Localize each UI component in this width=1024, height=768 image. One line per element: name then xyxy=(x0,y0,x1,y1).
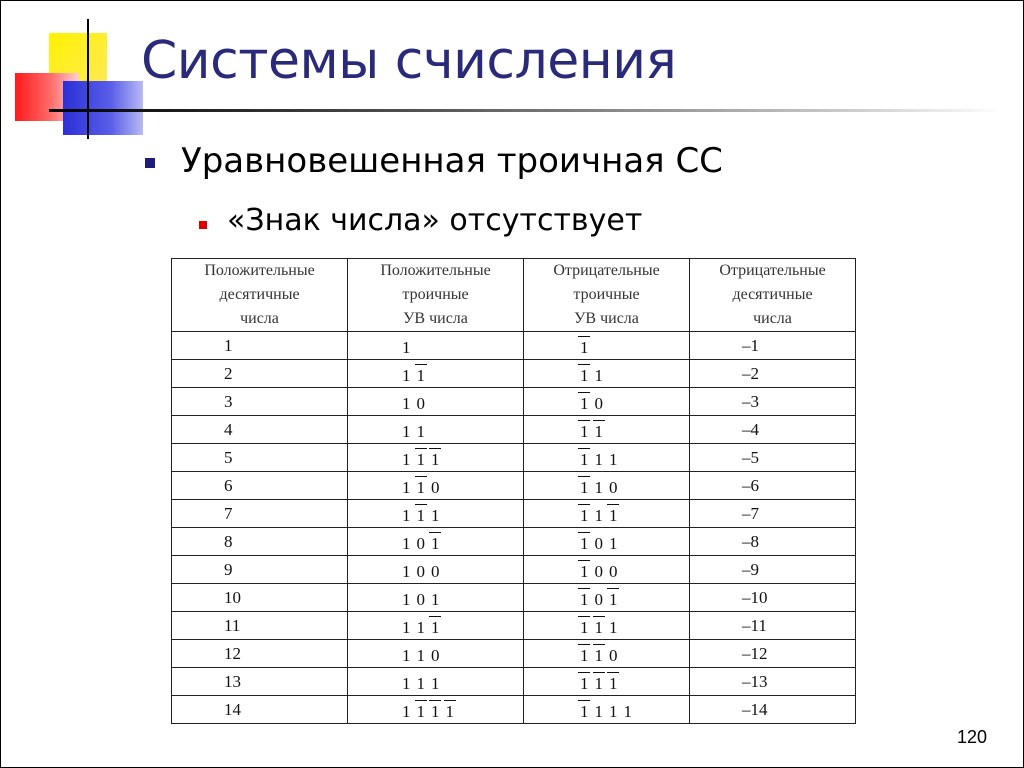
ternary-digit: 0 xyxy=(609,645,618,665)
table-row xyxy=(172,668,856,696)
header-line: троичные xyxy=(573,286,640,303)
ternary-digit: 1 xyxy=(416,617,425,637)
cell-positive-decimal: 6 xyxy=(172,472,348,500)
negative-ternary-digit: 1 xyxy=(580,614,589,638)
cell-negative-decimal: –5 xyxy=(690,444,856,472)
decorative-blue-square xyxy=(63,81,143,135)
ternary-digit: 1 xyxy=(609,449,618,469)
cell-positive-ternary xyxy=(348,668,524,696)
cell-negative-decimal: –2 xyxy=(690,360,856,388)
header-line: Положительные xyxy=(380,262,491,279)
page-title: Системы счисления xyxy=(141,31,677,91)
table-row xyxy=(172,388,856,416)
table-row xyxy=(172,696,856,724)
slide-number: 120 xyxy=(957,727,988,747)
negative-ternary-digit: 1 xyxy=(580,362,589,386)
ternary-digit: 1 xyxy=(402,701,411,721)
negative-ternary-digit: 1 xyxy=(580,334,589,358)
ternary-digit: 0 xyxy=(609,477,618,497)
cell-negative-decimal: –10 xyxy=(690,584,856,612)
ternary-digit: 1 xyxy=(431,673,440,693)
negative-ternary-digit: 1 xyxy=(595,614,604,638)
ternary-digit: 0 xyxy=(416,589,425,609)
balanced-ternary-table xyxy=(171,258,856,724)
ternary-digit: 1 xyxy=(416,673,425,693)
ternary-digit: 0 xyxy=(416,393,425,413)
square-bullet-icon xyxy=(145,158,155,168)
ternary-digit: 1 xyxy=(594,505,603,525)
table-row xyxy=(172,640,856,668)
ternary-digit: 1 xyxy=(402,561,411,581)
ternary-digit: 0 xyxy=(594,393,603,413)
cell-negative-decimal: –12 xyxy=(690,640,856,668)
square-bullet-icon xyxy=(199,221,207,229)
ternary-digit: 0 xyxy=(594,561,603,581)
cell-positive-decimal: 3 xyxy=(172,388,348,416)
ternary-digit: 0 xyxy=(431,477,440,497)
negative-ternary-digit: 1 xyxy=(595,642,604,666)
cell-negative-ternary xyxy=(524,388,690,416)
ternary-digit: 1 xyxy=(623,701,632,721)
ternary-digit: 1 xyxy=(594,449,603,469)
ternary-digit: 0 xyxy=(594,533,603,553)
negative-ternary-digit: 1 xyxy=(580,530,589,554)
cell-positive-ternary xyxy=(348,416,524,444)
ternary-digit: 0 xyxy=(416,561,425,581)
ternary-digit: 1 xyxy=(594,477,603,497)
cell-negative-decimal: –14 xyxy=(690,696,856,724)
ternary-digit: 0 xyxy=(416,533,425,553)
negative-ternary-digit: 1 xyxy=(580,586,589,610)
table-row xyxy=(172,472,856,500)
header-line: десятичные xyxy=(219,286,300,303)
cell-negative-ternary xyxy=(524,696,690,724)
table-row xyxy=(172,416,856,444)
negative-ternary-digit: 1 xyxy=(431,698,440,722)
ternary-digit: 1 xyxy=(431,505,440,525)
cell-positive-decimal: 4 xyxy=(172,416,348,444)
ternary-digit: 1 xyxy=(402,589,411,609)
cell-negative-decimal: –7 xyxy=(690,500,856,528)
negative-ternary-digit: 1 xyxy=(580,698,589,722)
ternary-digit: 1 xyxy=(402,533,411,553)
cell-negative-decimal: –3 xyxy=(690,388,856,416)
header-line: УВ числа xyxy=(574,310,639,327)
table-row xyxy=(172,556,856,584)
cell-positive-decimal: 9 xyxy=(172,556,348,584)
negative-ternary-digit: 1 xyxy=(417,446,426,470)
header-line: Отрицательные xyxy=(719,262,826,279)
cell-negative-ternary xyxy=(524,444,690,472)
cell-positive-decimal: 14 xyxy=(172,696,348,724)
bullet-level-1-text: Уравновешенная троичная СС xyxy=(181,141,723,181)
cell-negative-ternary xyxy=(524,472,690,500)
ternary-digit: 1 xyxy=(402,393,411,413)
cell-negative-decimal: –13 xyxy=(690,668,856,696)
table-body xyxy=(172,332,856,724)
header-line: числа xyxy=(753,310,792,327)
cell-negative-ternary xyxy=(524,584,690,612)
negative-ternary-digit: 1 xyxy=(580,418,589,442)
cell-negative-ternary xyxy=(524,500,690,528)
cell-positive-ternary xyxy=(348,444,524,472)
negative-ternary-digit: 1 xyxy=(580,642,589,666)
cell-positive-ternary xyxy=(348,640,524,668)
cell-positive-ternary xyxy=(348,360,524,388)
cell-negative-ternary xyxy=(524,528,690,556)
cell-positive-ternary xyxy=(348,696,524,724)
cell-positive-decimal: 7 xyxy=(172,500,348,528)
table-row xyxy=(172,612,856,640)
cell-negative-ternary xyxy=(524,668,690,696)
ternary-digit: 1 xyxy=(402,337,411,357)
negative-ternary-digit: 1 xyxy=(580,558,589,582)
cell-positive-ternary xyxy=(348,612,524,640)
cell-negative-ternary xyxy=(524,640,690,668)
header-line: Отрицательные xyxy=(553,262,660,279)
cell-positive-decimal: 12 xyxy=(172,640,348,668)
ternary-digit: 1 xyxy=(594,701,603,721)
cell-positive-decimal: 8 xyxy=(172,528,348,556)
ternary-digit: 0 xyxy=(609,561,618,581)
negative-ternary-digit: 1 xyxy=(595,670,604,694)
cell-negative-ternary xyxy=(524,556,690,584)
negative-ternary-digit: 1 xyxy=(580,474,589,498)
header-positive-decimal xyxy=(172,259,348,332)
negative-ternary-digit: 1 xyxy=(580,502,589,526)
cell-positive-ternary xyxy=(348,472,524,500)
ternary-digit: 1 xyxy=(402,449,411,469)
ternary-digit: 0 xyxy=(594,589,603,609)
cell-positive-decimal: 2 xyxy=(172,360,348,388)
cell-positive-decimal: 11 xyxy=(172,612,348,640)
header-line: десятичные xyxy=(732,286,813,303)
negative-ternary-digit: 1 xyxy=(609,670,618,694)
cell-positive-ternary xyxy=(348,584,524,612)
cell-positive-ternary xyxy=(348,332,524,360)
cell-positive-decimal: 13 xyxy=(172,668,348,696)
header-negative-ternary xyxy=(524,259,690,332)
ternary-digit: 1 xyxy=(402,505,411,525)
table-row xyxy=(172,444,856,472)
header-positive-ternary xyxy=(348,259,524,332)
cell-negative-decimal: –8 xyxy=(690,528,856,556)
table-row xyxy=(172,584,856,612)
ternary-digit: 1 xyxy=(402,421,411,441)
negative-ternary-digit: 1 xyxy=(580,670,589,694)
cell-positive-decimal: 1 xyxy=(172,332,348,360)
ternary-digit: 1 xyxy=(609,701,618,721)
title-underline xyxy=(49,109,1003,112)
cell-negative-decimal: –6 xyxy=(690,472,856,500)
negative-ternary-digit: 1 xyxy=(609,502,618,526)
table-row xyxy=(172,500,856,528)
table-row xyxy=(172,360,856,388)
cell-positive-decimal: 5 xyxy=(172,444,348,472)
negative-ternary-digit: 1 xyxy=(595,418,604,442)
ternary-digit: 1 xyxy=(402,617,411,637)
cell-positive-ternary xyxy=(348,556,524,584)
negative-ternary-digit: 1 xyxy=(609,586,618,610)
negative-ternary-digit: 1 xyxy=(446,698,455,722)
cell-negative-decimal: –11 xyxy=(690,612,856,640)
cell-negative-ternary xyxy=(524,612,690,640)
negative-ternary-digit: 1 xyxy=(431,446,440,470)
table-row xyxy=(172,528,856,556)
cell-positive-ternary xyxy=(348,388,524,416)
cell-positive-ternary xyxy=(348,500,524,528)
cell-positive-ternary xyxy=(348,528,524,556)
negative-ternary-digit: 1 xyxy=(417,474,426,498)
cell-negative-decimal: –9 xyxy=(690,556,856,584)
ternary-digit: 1 xyxy=(609,617,618,637)
cell-positive-decimal: 10 xyxy=(172,584,348,612)
decorative-vertical-line xyxy=(87,19,89,139)
ternary-digit: 1 xyxy=(594,365,603,385)
ternary-digit: 1 xyxy=(416,421,425,441)
header-line: УВ числа xyxy=(403,310,468,327)
header-line: Положительные xyxy=(204,262,315,279)
ternary-digit: 1 xyxy=(402,673,411,693)
negative-ternary-digit: 1 xyxy=(417,362,426,386)
negative-ternary-digit: 1 xyxy=(417,698,426,722)
ternary-digit: 1 xyxy=(402,477,411,497)
ternary-digit: 1 xyxy=(402,365,411,385)
header-line: троичные xyxy=(402,286,469,303)
header-line: числа xyxy=(240,310,279,327)
ternary-digit: 0 xyxy=(431,645,440,665)
cell-negative-ternary xyxy=(524,332,690,360)
negative-ternary-digit: 1 xyxy=(580,446,589,470)
table-row xyxy=(172,332,856,360)
ternary-digit: 1 xyxy=(431,589,440,609)
cell-negative-decimal: –1 xyxy=(690,332,856,360)
cell-negative-ternary xyxy=(524,416,690,444)
ternary-digit: 1 xyxy=(609,533,618,553)
ternary-digit: 0 xyxy=(431,561,440,581)
ternary-digit: 1 xyxy=(402,645,411,665)
negative-ternary-digit: 1 xyxy=(431,530,440,554)
bullet-level-2-text: «Знак числа» отсутствует xyxy=(227,203,643,238)
table-header-row xyxy=(172,259,856,332)
cell-negative-ternary xyxy=(524,360,690,388)
cell-negative-decimal: –4 xyxy=(690,416,856,444)
negative-ternary-digit: 1 xyxy=(431,614,440,638)
negative-ternary-digit: 1 xyxy=(580,390,589,414)
header-negative-decimal xyxy=(690,259,856,332)
ternary-digit: 1 xyxy=(416,645,425,665)
negative-ternary-digit: 1 xyxy=(417,502,426,526)
